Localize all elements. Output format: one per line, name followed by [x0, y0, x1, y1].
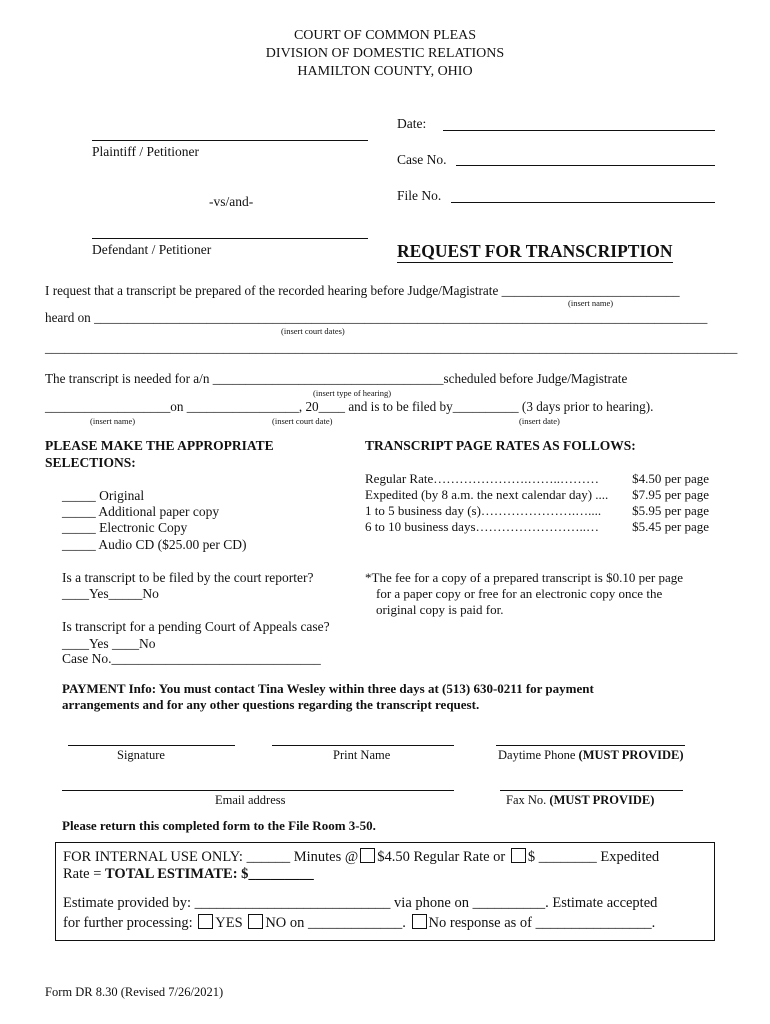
form-title: REQUEST FOR TRANSCRIPTION [397, 241, 673, 261]
rates-heading: TRANSCRIPT PAGE RATES AS FOLLOWS: [365, 438, 636, 453]
payment-info-1: PAYMENT Info: You must contact Tina Wesley within three days at (513) 630-0211 for payment [62, 681, 594, 696]
rate-6-to-10-days: 6 to 10 business days……………………..… $5.45 per page [365, 519, 709, 534]
defendant-label: Defendant / Petitioner [92, 242, 212, 257]
return-note: Please return this completed form to the File Room 3-50. [62, 818, 376, 833]
fax-label: Fax No. (MUST PROVIDE) [506, 793, 655, 807]
request-line-5[interactable]: ___________________on _________________, 20____ and is to be filed by__________ (3 days prior to hearing). [45, 399, 654, 414]
answer-court-reporter[interactable]: ____Yes_____No [62, 586, 159, 601]
request-line-3[interactable]: _________________________________________________________________________________________________________ [45, 340, 738, 355]
plaintiff-label: Plaintiff / Petitioner [92, 144, 199, 159]
rate-1-to-5-days: 1 to 5 business day (s)………………….….... $5.95 per page [365, 503, 709, 518]
hint-court-date: (insert court date) [272, 416, 333, 426]
request-line-1[interactable]: I request that a transcript be prepared of the recorded hearing before Judge/Magistrate ___________________________ [45, 283, 680, 298]
internal-line-1: FOR INTERNAL USE ONLY: ______ Minutes @ $4.50 Regular Rate or $ ________ Expedited [63, 849, 660, 865]
selections-heading-1: PLEASE MAKE THE APPROPRIATE [45, 438, 274, 453]
internal-line-3[interactable]: Estimate provided by: ___________________________ via phone on __________. Estimate accepted [63, 895, 658, 911]
daytime-phone-label: Daytime Phone (MUST PROVIDE) [498, 748, 684, 762]
option-audio-cd[interactable]: _____ Audio CD ($25.00 per CD) [62, 537, 247, 552]
rate-expedited: Expedited (by 8 a.m. the next calendar day) .... $7.95 per page [365, 487, 709, 502]
no-response-checkbox[interactable] [412, 914, 427, 929]
question-court-reporter: Is a transcript to be filed by the court reporter? [62, 570, 314, 585]
signature-label: Signature [117, 748, 165, 762]
yes-checkbox[interactable] [198, 914, 213, 929]
form-number: Form DR 8.30 (Revised 7/26/2021) [45, 985, 224, 999]
no-checkbox[interactable] [248, 914, 263, 929]
appeals-case-no[interactable]: Case No._______________________________ [62, 651, 321, 666]
internal-use-box [55, 842, 715, 941]
email-field[interactable] [62, 790, 454, 791]
print-name-field[interactable] [272, 745, 454, 746]
option-electronic-copy[interactable]: _____ Electronic Copy [62, 520, 188, 535]
request-line-2[interactable]: heard on _____________________________________________________________________________________________ [45, 310, 708, 325]
file-no-field[interactable] [451, 202, 715, 203]
date-field[interactable] [443, 130, 715, 131]
plaintiff-line[interactable] [92, 140, 368, 141]
expedited-checkbox[interactable] [511, 848, 526, 863]
question-court-of-appeals: Is transcript for a pending Court of Appeals case? [62, 619, 330, 634]
division-name: DIVISION OF DOMESTIC RELATIONS [265, 46, 505, 61]
internal-line-4: for further processing: YES NO on _____________. No response as of ________________. [63, 915, 656, 931]
hint-court-dates: (insert court dates) [281, 326, 345, 336]
internal-line-2: Rate = TOTAL ESTIMATE: $_________ [63, 866, 314, 882]
case-no-label: Case No. [397, 152, 447, 167]
file-no-label: File No. [397, 188, 442, 203]
signature-field[interactable] [68, 745, 235, 746]
hint-insert-name: (insert name) [90, 416, 136, 426]
email-label: Email address [215, 793, 286, 807]
case-no-field[interactable] [456, 165, 715, 166]
answer-court-of-appeals[interactable]: ____Yes ____No [62, 636, 156, 651]
option-original[interactable]: _____ Original [62, 488, 145, 503]
hint-name: (insert name) [568, 298, 614, 308]
regular-rate-checkbox[interactable] [360, 848, 375, 863]
daytime-phone-field[interactable] [496, 745, 685, 746]
print-name-label: Print Name [333, 748, 391, 762]
selections-heading-2: SELECTIONS: [45, 455, 136, 470]
date-label: Date: [397, 116, 427, 131]
court-name: COURT OF COMMON PLEAS [293, 28, 477, 43]
hint-hearing-type: (insert type of hearing) [313, 388, 392, 398]
payment-info-2: arrangements and for any other questions regarding the transcript request. [62, 697, 480, 712]
fee-note-3: original copy is paid for. [376, 602, 504, 617]
fee-note-1: *The fee for a copy of a prepared transcript is $0.10 per page [365, 570, 683, 585]
fax-field[interactable] [500, 790, 683, 791]
hint-insert-date: (insert date) [519, 416, 560, 426]
option-additional-paper-copy[interactable]: _____ Additional paper copy [62, 504, 220, 519]
vs-label: -vs/and- [209, 194, 254, 209]
county-name: HAMILTON COUNTY, OHIO [297, 64, 473, 79]
defendant-line[interactable] [92, 238, 368, 239]
request-line-4[interactable]: The transcript is needed for a/n ___________________________________scheduled before Judge/Magistrate [45, 371, 628, 386]
rate-regular: Regular Rate………………….……..……… $4.50 per page [365, 471, 709, 486]
fee-note-2: for a paper copy or free for an electronic copy once the [376, 586, 663, 601]
